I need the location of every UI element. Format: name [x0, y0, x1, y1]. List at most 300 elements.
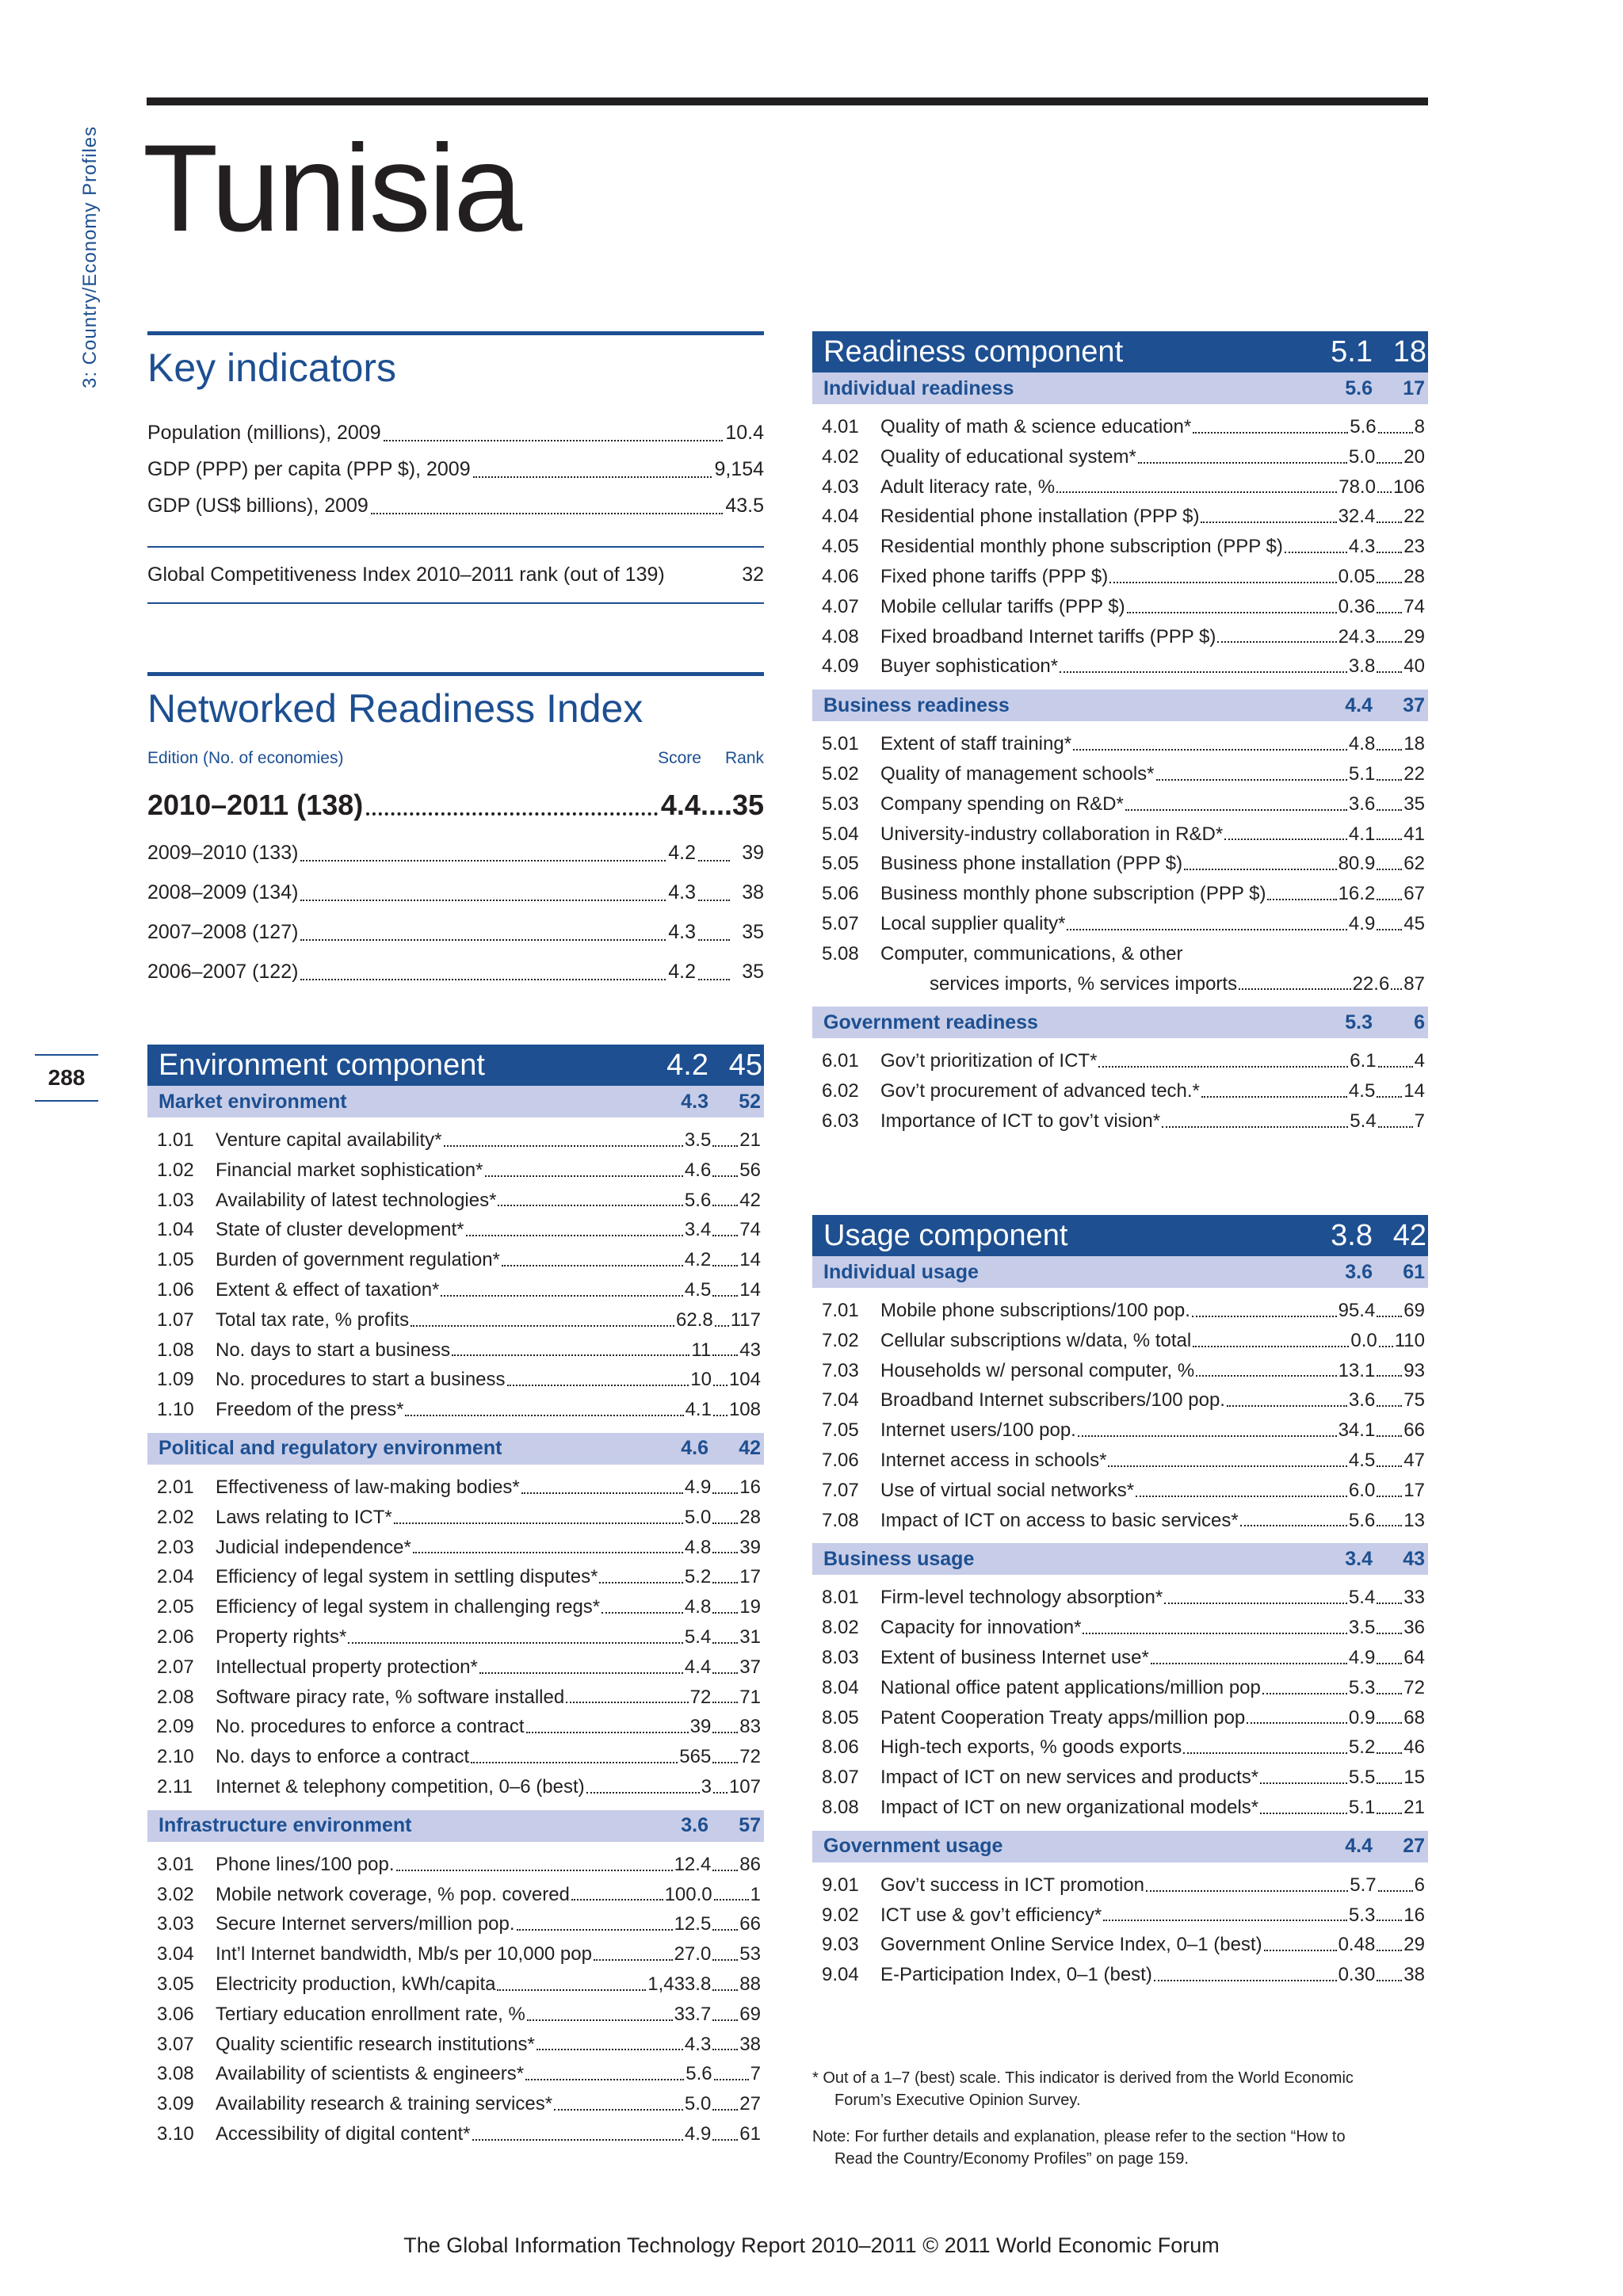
nri-edition: 2007–2008 (127)	[147, 921, 299, 943]
component-score: 5.1	[1331, 334, 1373, 369]
indicator-number: 3.05	[157, 1973, 194, 1995]
gci-value: 32	[742, 563, 764, 586]
nri-rank: 35	[742, 961, 764, 983]
leader-dots	[1227, 1385, 1347, 1407]
leader-dots	[601, 1592, 683, 1614]
indicator-label: Patent Cooperation Treaty apps/million pop	[880, 1706, 1246, 1729]
leader-dots	[713, 1395, 727, 1416]
subindex-header	[812, 1256, 1428, 1288]
indicator-row	[812, 819, 1428, 850]
nri-score-label: Score	[658, 749, 701, 767]
indicator-row	[812, 651, 1428, 682]
nri-rank: 39	[742, 842, 764, 864]
indicator-row	[812, 1643, 1428, 1673]
indicator-label: Accessibility of digital content*	[216, 2122, 471, 2145]
indicator-row	[147, 1969, 764, 2000]
indicator-row	[147, 1562, 764, 1592]
leader-dots	[1377, 1446, 1402, 1467]
leader-dots	[394, 1503, 683, 1524]
nri-current-rank: 35	[731, 789, 764, 821]
indicator-label: Use of virtual social networks*	[880, 1479, 1135, 1501]
leader-dots	[405, 1395, 683, 1416]
component-score: 4.2	[666, 1048, 708, 1082]
indicator-row-continued	[812, 969, 1428, 999]
indicator-rank: 42	[739, 1189, 761, 1211]
indicator-row	[812, 1763, 1428, 1793]
component-title: Readiness component	[823, 334, 1124, 369]
indicator-rank: 117	[730, 1308, 761, 1331]
subindex-title: Market environment	[158, 1090, 347, 1113]
indicator-rank: 46	[1403, 1736, 1425, 1759]
leader-dots	[554, 2089, 683, 2111]
indicator-row	[812, 1960, 1428, 1990]
page-number: 288	[35, 1054, 98, 1102]
leader-dots	[1073, 729, 1347, 751]
indicator-number: 2.09	[157, 1716, 194, 1738]
indicator-row	[147, 1395, 764, 1425]
indicator-label: Internet access in schools*	[880, 1449, 1107, 1471]
indicator-label: Total tax rate, % profits	[216, 1308, 410, 1331]
indicator-number: 2.05	[157, 1596, 194, 1618]
indicator-score: 0.0	[1350, 1329, 1377, 1351]
nri-current-row	[147, 785, 764, 825]
indicator-rank: 106	[1392, 476, 1425, 498]
indicator-rank: 53	[739, 1943, 761, 1966]
indicator-number: 5.02	[822, 762, 859, 785]
indicator-score: 6.0	[1348, 1479, 1376, 1501]
indicator-rank: 87	[1403, 972, 1425, 995]
indicator-row	[812, 1793, 1428, 1823]
leader-dots	[712, 1652, 738, 1674]
leader-dots	[521, 1473, 683, 1494]
indicator-row	[812, 622, 1428, 652]
leader-dots	[1377, 592, 1402, 613]
indicator-label: Firm-level technology absorption*	[880, 1587, 1163, 1609]
indicator-label: GDP (US$ billions), 2009	[147, 495, 369, 517]
indicator-row	[812, 1046, 1428, 1076]
indicator-rank: 7	[1414, 1110, 1425, 1132]
indicator-row	[812, 1870, 1428, 1901]
leader-dots	[1377, 562, 1402, 583]
nri-score: 4.2	[668, 961, 696, 983]
leader-dots	[1151, 1643, 1347, 1664]
indicator-number: 8.03	[822, 1646, 859, 1668]
indicator-label: Gov’t procurement of advanced tech.*	[880, 1080, 1200, 1102]
indicator-number: 7.01	[822, 1300, 859, 1321]
spacer	[812, 999, 1428, 1007]
indicator-score: 6.1	[1350, 1050, 1377, 1072]
asterisk-note: * Out of a 1–7 (best) scale. This indicator is derived from the World Economic	[812, 2069, 1354, 2087]
indicator-row	[147, 1533, 764, 1563]
indicator-row	[812, 1583, 1428, 1613]
indicator-label: Adult literacy rate, %	[880, 476, 1056, 498]
leader-dots	[517, 1909, 673, 1931]
indicator-rank: 19	[739, 1596, 761, 1618]
indicator-score: 4.9	[684, 2122, 712, 2145]
indicator-label: Impact of ICT on access to basic services*	[880, 1509, 1239, 1531]
indicator-number: 2.08	[157, 1686, 194, 1708]
leader-dots	[1098, 1046, 1348, 1068]
leader-dots	[1067, 909, 1346, 930]
indicator-row	[147, 1939, 764, 1969]
indicator-label: Intellectual property protection*	[216, 1656, 478, 1678]
indicator-score: 4.6	[684, 1159, 712, 1181]
indicator-score: 24.3	[1338, 625, 1376, 648]
indicator-row	[147, 1592, 764, 1622]
leader-dots	[566, 1683, 688, 1704]
leader-dots	[712, 1742, 738, 1763]
indicator-score: 0.30	[1338, 1964, 1376, 1986]
leader-dots	[1127, 592, 1337, 613]
subindex-rank: 57	[739, 1814, 761, 1837]
leader-dots	[1377, 1476, 1402, 1497]
indicator-rank: 36	[1403, 1617, 1425, 1639]
spacer	[147, 1802, 764, 1810]
leader-dots	[712, 2119, 738, 2141]
indicator-score: 10	[690, 1369, 712, 1391]
component-header	[812, 331, 1428, 372]
indicator-number: 7.04	[822, 1389, 859, 1412]
indicator-number: 3.03	[157, 1913, 194, 1935]
indicator-score: 5.3	[1348, 1676, 1376, 1698]
indicator-label: Extent & effect of taxation*	[216, 1278, 440, 1301]
subindex-rank: 52	[739, 1090, 761, 1113]
subindex-header	[812, 1831, 1428, 1862]
indicator-score: 3.8	[1348, 655, 1376, 678]
indicator-row	[812, 412, 1428, 442]
leader-dots	[1083, 1613, 1346, 1634]
indicator-label: Secure Internet servers/million pop.	[216, 1913, 515, 1935]
indicator-label: No. procedures to enforce a contract	[216, 1716, 525, 1738]
indicator-row	[147, 1909, 764, 1939]
leader-dots	[466, 1215, 683, 1236]
leader-dots	[1078, 1415, 1337, 1437]
indicator-rank: 61	[739, 2122, 761, 2145]
indicator-number: 3.08	[157, 2063, 194, 2085]
indicator-rank: 71	[739, 1686, 761, 1708]
subindex-score: 4.6	[681, 1437, 708, 1460]
leader-dots	[366, 785, 658, 816]
leader-dots	[712, 1592, 738, 1614]
leader-dots	[712, 1683, 738, 1704]
section-sidebar-label: 3: Country/Economy Profiles	[79, 125, 101, 388]
leader-dots	[712, 1473, 738, 1494]
indicator-row	[812, 472, 1428, 502]
indicator-number: 2.04	[157, 1566, 194, 1588]
indicator-number: 8.04	[822, 1676, 859, 1698]
indicator-number: 4.09	[822, 655, 859, 678]
indicator-row	[812, 879, 1428, 909]
indicator-label: No. procedures to start a business	[216, 1369, 506, 1391]
nri-rank: 35	[742, 921, 764, 943]
indicator-number: 1.01	[157, 1129, 194, 1151]
subindex-score: 3.6	[1345, 1260, 1373, 1283]
nri-rank-label: Rank	[724, 749, 764, 767]
subindex-rank: 6	[1414, 1010, 1425, 1033]
indicator-number: 3.01	[157, 1853, 194, 1875]
nri-edition-label: Edition (No. of economies)	[147, 749, 344, 767]
leader-dots	[479, 1652, 683, 1674]
leader-dots	[1377, 1506, 1402, 1527]
component-title: Usage component	[823, 1218, 1068, 1252]
nri-score: 4.3	[668, 881, 696, 904]
leader-dots	[571, 1880, 663, 1901]
indicator-rank: 4	[1414, 1050, 1425, 1072]
top-rule	[147, 97, 1428, 105]
leader-dots	[1060, 651, 1347, 673]
indicator-number: 7.02	[822, 1329, 859, 1351]
leader-dots	[1224, 819, 1347, 841]
indicator-number: 6.02	[822, 1080, 859, 1102]
indicator-label: Electricity production, kWh/capita	[216, 1973, 496, 1995]
indicator-row	[812, 789, 1428, 819]
nri-edition: 2006–2007 (122)	[147, 961, 299, 983]
leader-dots	[472, 2119, 683, 2141]
indicator-number: 4.02	[822, 445, 859, 468]
indicator-score: 3.6	[1348, 793, 1376, 815]
indicator-row	[812, 1506, 1428, 1536]
indicator-label: Quality of management schools*	[880, 762, 1155, 785]
indicator-label: Quality of math & science education*	[880, 416, 1192, 437]
indicator-label: Business monthly phone subscription (PPP $)	[880, 883, 1266, 905]
indicator-label: Burden of government regulation*	[216, 1249, 500, 1271]
indicator-row	[812, 1076, 1428, 1106]
indicator-score: 4.8	[684, 1596, 712, 1618]
indicator-number: 1.04	[157, 1219, 194, 1241]
nri-title: Networked Readiness Index	[147, 686, 643, 731]
indicator-rank: 107	[728, 1775, 761, 1797]
indicator-rank: 88	[739, 1973, 761, 1995]
indicator-number: 1.08	[157, 1339, 194, 1361]
indicator-rank: 83	[739, 1716, 761, 1738]
subindex-score: 5.3	[1345, 1010, 1373, 1033]
leader-dots	[1377, 789, 1402, 811]
indicator-number: 2.11	[157, 1775, 193, 1797]
indicator-label: Broadband Internet subscribers/100 pop.	[880, 1389, 1225, 1412]
leader-dots	[444, 1125, 683, 1147]
leader-dots	[1377, 759, 1402, 781]
indicator-rank: 16	[739, 1476, 761, 1498]
indicator-label: High-tech exports, % goods exports	[880, 1736, 1182, 1759]
indicator-score: 4.2	[684, 1249, 712, 1271]
indicator-rank: 66	[1403, 1419, 1425, 1442]
leader-dots	[485, 1156, 683, 1177]
indicator-label: No. days to start a business	[216, 1339, 451, 1361]
indicator-number: 6.01	[822, 1050, 859, 1072]
indicator-number: 1.06	[157, 1278, 194, 1301]
indicator-rank: 56	[739, 1159, 761, 1181]
subindex-title: Business readiness	[823, 693, 1010, 716]
indicator-label: Efficiency of legal system in challenging regs*	[216, 1596, 601, 1618]
subindex-header	[147, 1810, 764, 1842]
leader-dots	[1377, 1415, 1402, 1437]
leader-dots	[1378, 412, 1413, 434]
nri-score: 4.3	[668, 921, 696, 943]
indicator-label: Residential monthly phone subscription (PPP $)	[880, 536, 1283, 558]
indicator-label: Impact of ICT on new organizational models*	[880, 1796, 1259, 1818]
indicator-score: 62.8	[676, 1308, 713, 1331]
indicator-number: 1.05	[157, 1249, 194, 1271]
nri-edition: 2009–2010 (133)	[147, 842, 299, 864]
indicator-label: Cellular subscriptions w/data, % total	[880, 1329, 1192, 1351]
indicator-row	[812, 1930, 1428, 1960]
indicator-row	[147, 1365, 764, 1395]
leader-dots	[712, 1186, 738, 1207]
leader-dots	[698, 833, 730, 861]
leader-dots	[1201, 502, 1336, 523]
leader-dots	[712, 1156, 738, 1177]
subindex-score: 4.4	[1345, 693, 1373, 716]
indicator-label: Computer, communications, & other	[880, 942, 1183, 965]
indicator-label: Population (millions), 2009	[147, 422, 381, 444]
indicator-row	[147, 1245, 764, 1275]
leader-dots	[300, 833, 666, 861]
leader-dots	[1193, 412, 1348, 434]
indicator-rank: 35	[1403, 793, 1425, 815]
subindex-title: Political and regulatory environment	[158, 1437, 502, 1460]
indicator-row	[812, 1733, 1428, 1763]
indicator-score: 3.5	[684, 1129, 712, 1151]
indicator-row	[147, 1215, 764, 1245]
leader-dots	[1378, 1106, 1413, 1128]
component-header	[812, 1215, 1428, 1256]
indicator-number: 4.08	[822, 625, 859, 648]
indicator-label: Mobile phone subscriptions/100 pop.	[880, 1300, 1190, 1321]
indicator-score: 5.2	[1348, 1736, 1376, 1759]
leader-dots	[1136, 1476, 1347, 1497]
leader-dots	[712, 1215, 738, 1236]
indicator-rank: 37	[739, 1656, 761, 1678]
indicator-label: Local supplier quality*	[880, 912, 1066, 934]
nri-edition: 2008–2009 (134)	[147, 881, 299, 904]
indicator-label: Fixed phone tariffs (PPP $)	[880, 565, 1109, 587]
indicator-label: Venture capital availability*	[216, 1129, 442, 1151]
subindex-title: Government readiness	[823, 1010, 1038, 1033]
leader-dots	[1377, 909, 1402, 930]
indicator-score: 3.5	[1348, 1617, 1376, 1639]
indicator-rank: 74	[739, 1219, 761, 1241]
indicator-score: 4.3	[684, 2033, 712, 2055]
indicator-row	[147, 1880, 764, 1910]
indicator-score: 4.3	[1348, 536, 1376, 558]
indicator-number: 2.03	[157, 1536, 194, 1558]
indicator-rank: 43	[739, 1339, 761, 1361]
indicator-score: 32.4	[1338, 506, 1376, 528]
indicator-row	[812, 1446, 1428, 1476]
indicator-number: 3.06	[157, 2003, 194, 2025]
leader-dots	[1183, 1733, 1347, 1754]
leader-dots	[348, 1622, 683, 1644]
indicator-score: 3	[701, 1775, 712, 1797]
indicator-rank: 21	[1403, 1796, 1425, 1818]
indicator-label: Company spending on R&D*	[880, 793, 1124, 815]
indicator-row	[812, 1415, 1428, 1446]
indicator-row	[812, 759, 1428, 789]
nri-history-row	[147, 912, 764, 952]
indicator-number: 4.07	[822, 595, 859, 617]
leader-dots	[1377, 1901, 1402, 1922]
indicator-score: 5.7	[1350, 1874, 1377, 1896]
indicator-score: 3.4	[684, 1219, 712, 1241]
indicator-label: Laws relating to ICT*	[216, 1506, 392, 1528]
subindex-rank: 37	[1403, 693, 1425, 716]
indicator-number: 8.07	[822, 1767, 859, 1789]
leader-dots	[502, 1245, 683, 1266]
leader-dots	[1217, 622, 1336, 644]
leader-dots	[1377, 879, 1402, 900]
indicator-number: 8.05	[822, 1706, 859, 1729]
indicator-label: Availability of latest technologies*	[216, 1189, 497, 1211]
subindex-header	[812, 1007, 1428, 1038]
indicator-label: Quality scientific research institutions*	[216, 2033, 535, 2055]
leader-dots	[1377, 1296, 1402, 1317]
leader-dots	[1377, 849, 1402, 870]
indicator-label: ICT use & gov’t efficiency*	[880, 1904, 1102, 1926]
leader-dots	[537, 2030, 683, 2051]
indicator-score: 565	[679, 1746, 712, 1768]
indicator-label: Residential phone installation (PPP $)	[880, 506, 1200, 528]
indicator-number: 5.06	[822, 883, 859, 905]
leader-dots	[1377, 1763, 1402, 1784]
indicator-rank: 6	[1414, 1874, 1425, 1896]
component-header	[147, 1045, 764, 1086]
indicator-label: Property rights*	[216, 1626, 347, 1648]
spacer	[812, 1823, 1428, 1831]
leader-dots	[473, 451, 712, 478]
indicator-score: 4.9	[1348, 912, 1376, 934]
indicator-score: 39	[689, 1716, 712, 1738]
section-rule	[147, 672, 764, 676]
indicator-score: 22.6	[1352, 972, 1390, 995]
indicator-label: Judicial independence*	[216, 1536, 411, 1558]
leader-dots	[713, 1365, 727, 1386]
indicator-row	[812, 502, 1428, 532]
indicator-number: 3.07	[157, 2033, 194, 2055]
indicator-score: 0.36	[1338, 595, 1376, 617]
leader-dots	[1379, 1326, 1393, 1347]
leader-dots	[712, 1562, 738, 1584]
component-rank: 18	[1392, 334, 1426, 369]
indicator-label: Software piracy rate, % software installed	[216, 1686, 565, 1708]
indicator-row	[147, 1305, 764, 1335]
nri-history-row	[147, 833, 764, 873]
leader-dots	[712, 1125, 738, 1147]
indicator-label: Buyer sophistication*	[880, 655, 1059, 678]
leader-dots	[1109, 562, 1336, 583]
indicator-score: 4.9	[1348, 1646, 1376, 1668]
indicator-score: 4.9	[684, 1476, 712, 1498]
indicator-label: Effectiveness of law-making bodies*	[216, 1476, 520, 1498]
indicator-rank: 69	[1403, 1300, 1425, 1321]
indicator-label: GDP (PPP) per capita (PPP $), 2009	[147, 458, 471, 480]
indicator-number: 5.07	[822, 912, 859, 934]
asterisk-note-cont: Forum’s Executive Opinion Survey.	[834, 2092, 1081, 2109]
indicator-score: 5.2	[684, 1566, 712, 1588]
leader-dots	[1264, 1930, 1337, 1951]
leader-dots	[1240, 1506, 1347, 1527]
indicator-row	[147, 1652, 764, 1683]
indicator-row	[812, 1385, 1428, 1415]
indicator-rank: 31	[739, 1626, 761, 1648]
indicator-score: 5.6	[685, 2063, 712, 2085]
indicator-rank: 108	[728, 1399, 761, 1421]
leader-dots	[1260, 1793, 1347, 1814]
leader-dots	[586, 1772, 700, 1794]
indicator-rank: 62	[1403, 853, 1425, 875]
nri-history-row	[147, 952, 764, 991]
indicator-row	[147, 1742, 764, 1772]
indicator-rank: 1	[750, 1883, 761, 1905]
